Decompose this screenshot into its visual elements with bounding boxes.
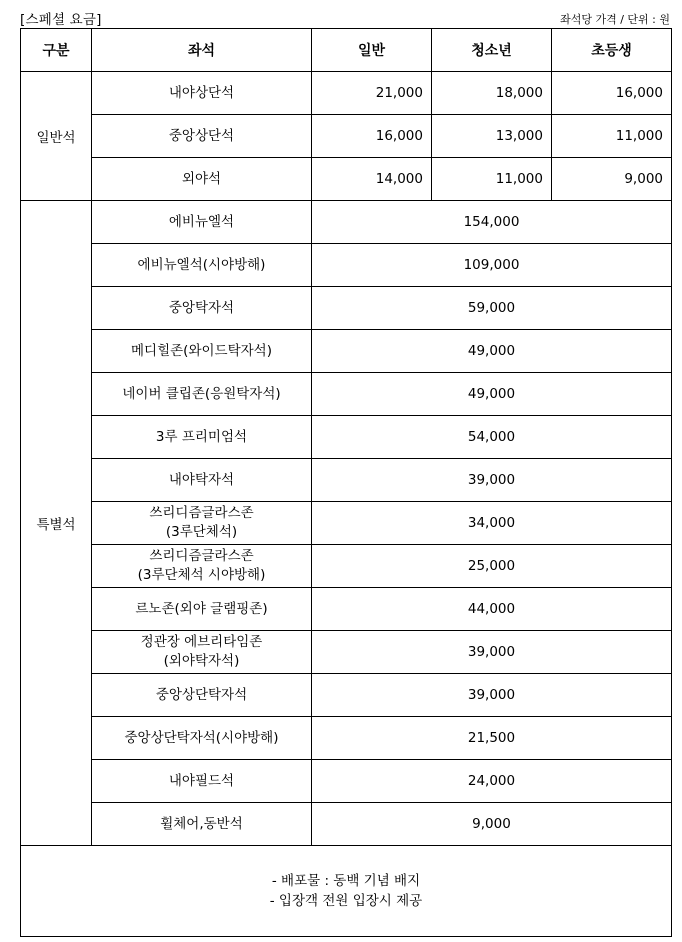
- seat-name: 중앙상단석: [92, 115, 312, 158]
- table-row: [21, 201, 672, 244]
- price-youth: 18,000: [432, 72, 552, 115]
- header-seat: 좌석: [92, 29, 312, 72]
- price-flat: 9,000: [312, 803, 672, 846]
- seat-name: [92, 674, 312, 717]
- table-row: [21, 115, 672, 158]
- seat-name: [92, 373, 312, 416]
- footer-line-giveaway: - 배포물 : 동백 기념 배지: [271, 873, 421, 889]
- unit-note: 좌석당 가격 / 단위 : 원: [560, 13, 670, 26]
- price-child: 9,000: [552, 158, 672, 201]
- table-row: [21, 803, 672, 846]
- table-row: [21, 545, 672, 588]
- seat-name-line2: (외야탁자석): [163, 653, 240, 669]
- price-flat: 109,000: [312, 244, 672, 287]
- header-adult: 일반: [312, 29, 432, 72]
- table-row: [21, 72, 672, 115]
- table-row: [21, 373, 672, 416]
- price-flat: 21,500: [312, 717, 672, 760]
- table-row: [21, 244, 672, 287]
- table-row: [21, 287, 672, 330]
- table-row: [21, 416, 672, 459]
- table-row: [21, 631, 672, 674]
- price-youth: 11,000: [432, 158, 552, 201]
- price-flat: 39,000: [312, 459, 672, 502]
- footer-row: [21, 846, 672, 937]
- table-row: [21, 717, 672, 760]
- seat-name: [92, 760, 312, 803]
- price-flat: 154,000: [312, 201, 672, 244]
- seat-name: [92, 287, 312, 330]
- price-flat: 34,000: [312, 502, 672, 545]
- seat-name: 외야석: [92, 158, 312, 201]
- table-row: [21, 459, 672, 502]
- table-row: [21, 330, 672, 373]
- seat-name: [92, 588, 312, 631]
- price-adult: 16,000: [312, 115, 432, 158]
- table-row: [21, 588, 672, 631]
- seat-name: [92, 717, 312, 760]
- seat-name-line1: 3루 프리미엄석: [155, 428, 248, 445]
- price-child: 16,000: [552, 72, 672, 115]
- price-flat: 39,000: [312, 631, 672, 674]
- general-section: [21, 72, 672, 201]
- seat-name-line2: (3루단체석 시야방해): [137, 567, 266, 583]
- seat-name-line1: 쓰리디즘글라스존: [149, 505, 254, 521]
- page-title: [스페셜 요금]: [20, 12, 102, 28]
- seat-name-line1: 메디힐존(와이드탁자석): [131, 342, 272, 359]
- seat-name-line1: 네이버 클립존(응원탁자석): [122, 385, 281, 402]
- category-special: 특별석: [21, 201, 92, 846]
- seat-name: [92, 803, 312, 846]
- seat-name: 내야상단석: [92, 72, 312, 115]
- seat-name: [92, 631, 312, 674]
- seat-name: [92, 545, 312, 588]
- price-flat: 49,000: [312, 330, 672, 373]
- table-row: [21, 760, 672, 803]
- seat-name-line1: 정관장 에브리타임존: [140, 634, 263, 650]
- seat-name-line1: 르노존(외야 글램핑존): [135, 600, 268, 617]
- seat-name-line2: (3루단체석): [165, 524, 238, 540]
- footer-section: [21, 846, 672, 937]
- footer-notes: [21, 846, 672, 937]
- table-row: [21, 674, 672, 717]
- seat-name: [92, 201, 312, 244]
- seat-name: [92, 502, 312, 545]
- seat-name-line1: 휠체어,동반석: [160, 815, 243, 832]
- seat-name-line1: 중앙탁자석: [168, 299, 235, 316]
- table-row: [21, 502, 672, 545]
- price-table: [20, 28, 672, 937]
- price-child: 11,000: [552, 115, 672, 158]
- price-flat: 39,000: [312, 674, 672, 717]
- table-row: [21, 158, 672, 201]
- price-flat: 49,000: [312, 373, 672, 416]
- seat-name-line1: 쓰리디즘글라스존: [149, 548, 254, 564]
- seat-name-line1: 중앙상단탁자석(시야방해): [124, 729, 279, 746]
- seat-name-line1: 에비뉴엘석(시야방해): [137, 256, 266, 273]
- seat-name-line1: 중앙상단탁자석: [155, 686, 248, 703]
- seat-name: [92, 416, 312, 459]
- seat-name-line1: 내야탁자석: [168, 471, 235, 488]
- price-flat: 59,000: [312, 287, 672, 330]
- price-flat: 54,000: [312, 416, 672, 459]
- price-flat: 25,000: [312, 545, 672, 588]
- seat-name: [92, 459, 312, 502]
- category-general: 일반석: [21, 72, 92, 201]
- price-flat: 24,000: [312, 760, 672, 803]
- special-section: [21, 201, 672, 846]
- price-adult: 14,000: [312, 158, 432, 201]
- header-child: 초등생: [552, 29, 672, 72]
- price-adult: 21,000: [312, 72, 432, 115]
- header-row: [21, 29, 672, 72]
- footer-line-distribution: - 입장객 전원 입장시 제공: [269, 893, 423, 909]
- seat-name: [92, 244, 312, 287]
- price-flat: 44,000: [312, 588, 672, 631]
- seat-name: [92, 330, 312, 373]
- header-category: 구분: [21, 29, 92, 72]
- seat-name-line1: 내야필드석: [168, 772, 235, 789]
- price-youth: 13,000: [432, 115, 552, 158]
- seat-name-line1: 에비뉴엘석: [168, 213, 235, 230]
- header-youth: 청소년: [432, 29, 552, 72]
